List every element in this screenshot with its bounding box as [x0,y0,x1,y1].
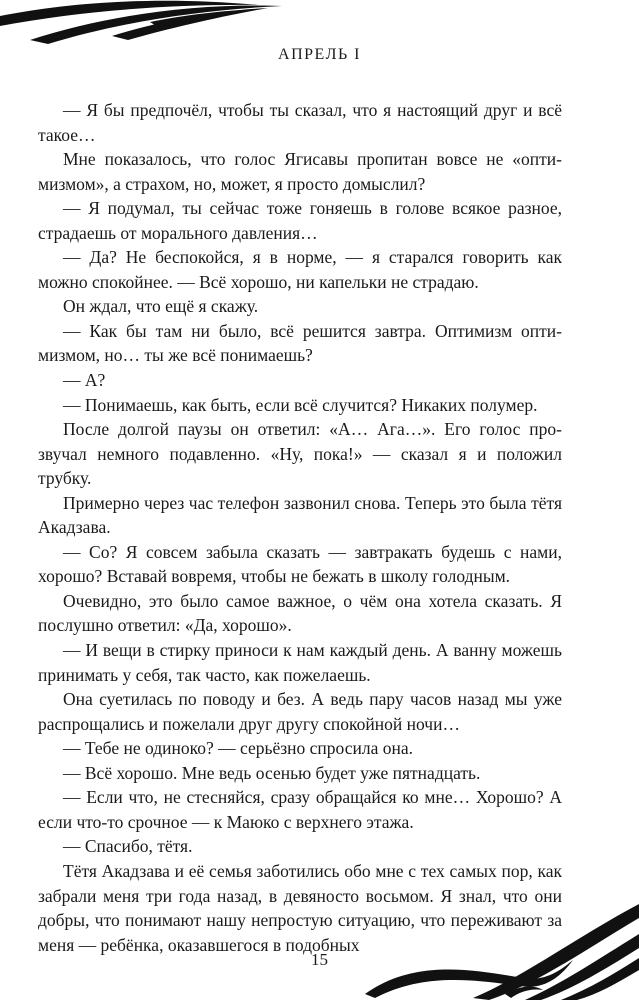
paragraph: Примерно через час телефон зазвонил снова. Теперь это была тётя Акадзава. [38,492,562,538]
paragraph: — А? [63,370,106,391]
bottom-brush-ornament [355,898,639,1000]
paragraph: После долгой паузы он ответил: «А… Ага…». Его голос прозвучал немного подавленно. «Ну, пока!» — сказал я и положил трубку. [38,419,562,489]
paragraph: Тётя Акадзава и её семья заботились обо мне с тех самых пор, как забрали меня три года назад, в девяносто восьмом. Я знал, что они добры, что понимают нашу непростую ситуацию, что переживают за меня — ребёнка, оказавшегося в подобных [38,860,562,955]
page-body-text [38,98,562,957]
running-header: АПРЕЛЬ I [278,46,361,63]
paragraph: — Да? Не беспокойся, я в норме, — я старался говорить как можно спокойнее. — Всё хорошо, ни капельки не страдаю. [38,247,562,292]
paragraph: — Тебе не одиноко? — серьёзно спросила она. [63,738,413,759]
paragraph: — Я подумал, ты сейчас тоже гоняешь в голове всякое разное, страдаешь от морального давления… [38,198,562,243]
paragraph: Она суетилась по поводу и без. А ведь пару часов назад мы уже распрощались и пожелали друг другу спокойной ночи… [38,689,562,734]
page-number: 15 [311,950,328,969]
paragraph: Очевидно, это было самое важное, о чём она хотела сказать. Я послушно ответил: «Да, хорошо». [38,590,562,636]
paragraph: — Понимаешь, как быть, если всё случится? Никаких полумер. [63,394,538,415]
paragraph: — Если что, не стесняйся, сразу обращайся ко мне… Хорошо? А если что-то срочное — к Маюко с верхнего этажа. [38,787,562,832]
paragraph: — И вещи в стирку приноси к нам каждый день. А ванну можешь принимать у себя, так часто, как пожелаешь. [38,640,562,685]
paragraph: — Всё хорошо. Мне ведь осенью будет уже пятнадцать. [63,762,481,783]
paragraph: — Спасибо, тётя. [63,836,193,857]
paragraph: — Со? Я совсем забыла сказать — завтракать будешь с нами, хорошо? Вставай вовремя, чтобы не бежать в школу голодным. [38,541,562,587]
paragraph: Он ждал, что ещё я скажу. [63,296,259,317]
top-brush-ornament [0,0,300,48]
paragraph: — Я бы предпочёл, чтобы ты сказал, что я настоящий друг и всё такое… [38,100,562,145]
paragraph: Мне показалось, что голос Ягисавы пропитан вовсе не «оптимизмом», а страхом, но, может, я просто домыслил? [38,149,562,194]
paragraph: — Как бы там ни было, всё решится завтра. Оптимизм оптимизмом, но… ты же всё понимаешь? [38,320,562,366]
